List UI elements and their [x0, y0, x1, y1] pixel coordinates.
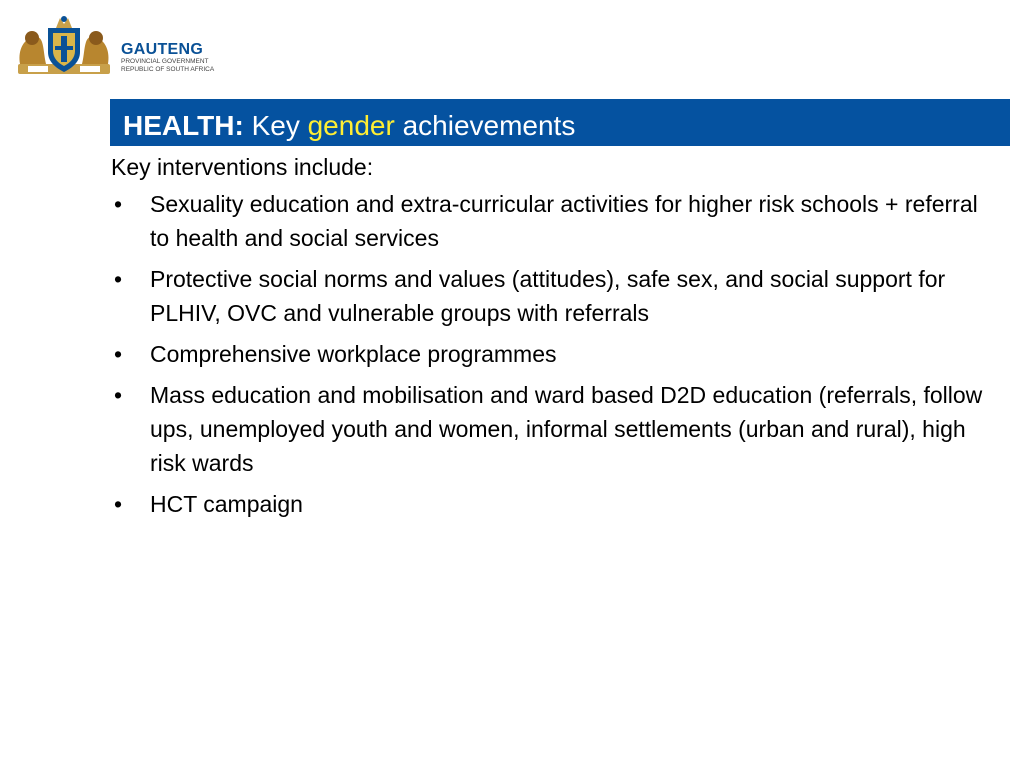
- bullet-list: [111, 187, 991, 521]
- bullet-item: [111, 378, 991, 480]
- slide-body: [111, 150, 991, 528]
- bullet-text: Sexuality education and extra-curricular activities for higher risk schools + referral to health and social services: [150, 191, 978, 251]
- title-part-2: achievements: [402, 109, 576, 141]
- coat-of-arms-icon: [14, 14, 114, 84]
- bullet-item: [111, 187, 991, 255]
- title-accent: gender: [307, 109, 395, 141]
- bullet-text: Protective social norms and values (attitudes), safe sex, and social support for PLHIV, OVC and vulnerable groups with referrals: [150, 266, 946, 326]
- bullet-marker: •: [114, 266, 123, 292]
- bullet-marker: •: [114, 491, 123, 517]
- logo-name: GAUTENG: [121, 41, 204, 58]
- bullet-text: HCT campaign: [150, 491, 303, 517]
- bullet-marker: •: [114, 341, 123, 367]
- bullet-text: Mass education and mobilisation and ward based D2D education (referrals, follow ups, unemployed youth and women, informal settlements (urban and rural), high risk wards: [150, 382, 983, 476]
- title-bar: [110, 99, 1010, 146]
- intro-text: Key interventions include:: [111, 154, 374, 180]
- bullet-item: [111, 487, 991, 521]
- bullet-item: [111, 337, 991, 371]
- bullet-item: [111, 262, 991, 330]
- logo-subtitle-2: REPUBLIC OF SOUTH AFRICA: [121, 65, 215, 73]
- gauteng-logo: [14, 14, 215, 84]
- bullet-text: Comprehensive workplace programmes: [150, 341, 557, 367]
- bullet-marker: •: [114, 382, 123, 408]
- bullet-marker: •: [114, 191, 123, 217]
- title-part-1: Key: [251, 109, 300, 141]
- title-bold: HEALTH:: [123, 109, 244, 141]
- logo-text: [121, 42, 214, 73]
- slide-title: [123, 109, 575, 143]
- logo-subtitle-1: PROVINCIAL GOVERNMENT: [121, 58, 209, 65]
